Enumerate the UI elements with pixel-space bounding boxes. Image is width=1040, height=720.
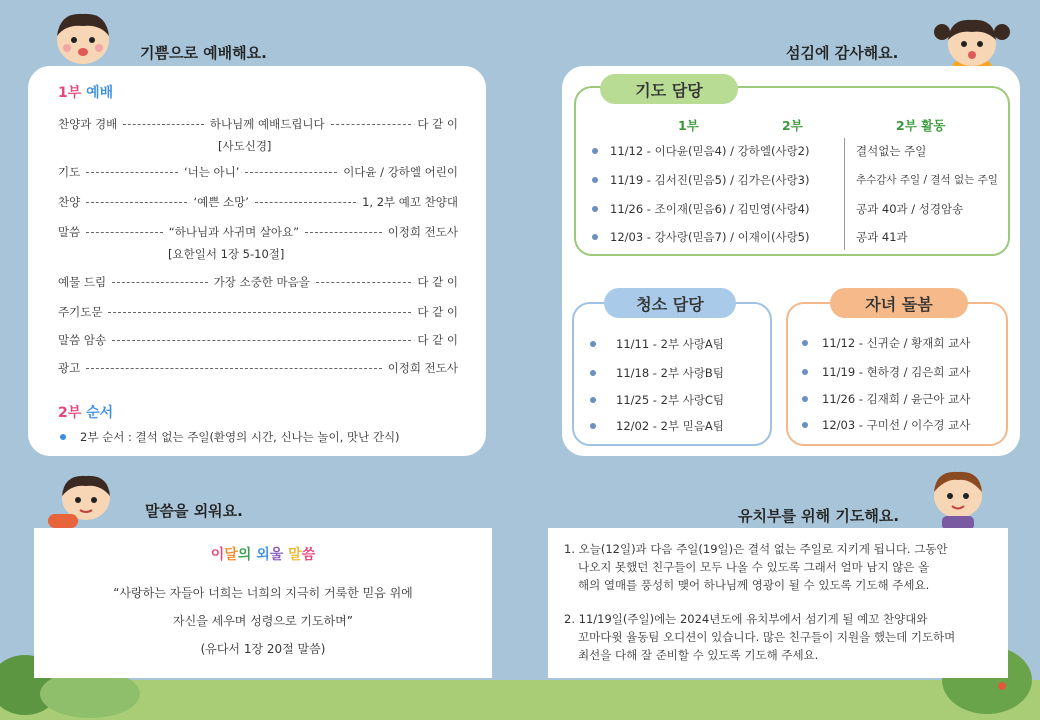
prayer-row-bullet (592, 206, 598, 212)
order-row-announcement: 광고 이정희 전도사 (58, 361, 458, 375)
order-row-recitation: 말씀 암송 다 같 이 (58, 333, 458, 347)
order-row-offering: 예물 드림 가장 소중한 마음을 다 같 이 (58, 275, 459, 289)
prayer-row-bullet (592, 148, 598, 154)
kid-girl-verse-illustration (46, 470, 122, 532)
prayer-duty-pill: 기도 담당 (600, 74, 738, 104)
cleaning-row-2: 11/18 - 2부 사랑B팀 (616, 366, 724, 380)
worship-order-panel (28, 66, 486, 456)
bush-right-berry-2 (998, 682, 1006, 690)
col-head-2: 2부 (782, 118, 803, 133)
order-row-sermon: 말씀 “하나님과 사귀며 살아요” 이정희 전도사 (58, 225, 459, 239)
prayer-request-panel (548, 528, 1008, 678)
prayer-activity-2: 추수감사 주일 / 결석 없는 주일 (856, 174, 998, 186)
ground-strip (0, 680, 1040, 720)
creed-note: [사도신경] (218, 139, 272, 153)
prayer-row-2: 11/19 - 김서진(믿음5) / 김가은(사랑3) (610, 173, 810, 187)
cleaning-row-3: 11/25 - 2부 사랑C팀 (616, 393, 725, 407)
order-row-praise: 찬양과 경배 하나님께 예배드립니다 다 같 이 (58, 117, 458, 131)
col-head-3: 2부 활동 (896, 118, 946, 133)
childcare-row-3: 11/26 - 김재희 / 윤근아 교사 (822, 392, 971, 406)
cleaning-bullet (590, 397, 596, 403)
kid-boy-illustration (48, 8, 118, 70)
prayer-item-1: 1. 오늘(12일)과 다음 주일(19일)은 결석 없는 주일로 지키게 됩니다. 그동안 나오지 못했던 친구들이 모두 나올 수 있도록 그래서 얼마 남지 않은 올 해의 열매를 풍성히 맺어 하나님께 영광이 될 수 있도록 기도해 주세요. (564, 542, 948, 592)
cleaning-bullet (590, 341, 596, 347)
section-title-service: 섬김에 감사해요. (786, 44, 899, 62)
memory-verse-panel (34, 528, 492, 678)
prayer-row-3: 11/26 - 조이재(믿음6) / 김민영(사랑4) (610, 202, 810, 216)
cleaning-row-1: 11/11 - 2부 사랑A팀 (616, 337, 724, 351)
section-title-verse: 말씀을 외워요. (145, 502, 243, 520)
order-row-prayer: 기도 ‘너는 아니’ 이다윤 / 강하엘 어린이 (58, 165, 459, 179)
cleaning-bullet (590, 370, 596, 376)
prayer-duty-divider (844, 138, 845, 250)
verse-title: 이달의 외울 말씀 (210, 547, 316, 563)
verse-reference: (유다서 1장 20절 말씀) (200, 642, 326, 656)
scripture-note: [요한일서 1장 5-10절] (168, 247, 285, 261)
childcare-row-4: 12/03 - 구미선 / 이수경 교사 (822, 418, 971, 432)
childcare-row-2: 11/19 - 현하경 / 김은희 교사 (822, 365, 971, 379)
col-head-1: 1부 (678, 118, 699, 133)
verse-line-2: 자신을 세우며 성령으로 기도하며” (173, 614, 353, 628)
prayer-row-1: 11/12 - 이다윤(믿음4) / 강하엘(사랑2) (610, 144, 810, 158)
prayer-item-2: 2. 11/19일(주일)에는 2024년도에 유치부에서 섬기게 될 예꼬 찬양대와 꼬마다윗 율동팀 오디션이 있습니다. 많은 친구들이 지원을 했는데 기도하며 최선을 다해 잘 준비할 수 있도록 기도해 주세요. (564, 612, 956, 662)
worship2-bullet (60, 434, 66, 440)
cleaning-row-4: 12/02 - 2부 믿음A팀 (616, 419, 724, 433)
prayer-row-bullet (592, 177, 598, 183)
prayer-activity-1: 결석없는 주일 (856, 144, 927, 158)
worship2-title: 2부 순서 (58, 405, 114, 421)
service-panel (562, 66, 1020, 456)
cleaning-pill: 청소 담당 (604, 288, 736, 318)
childcare-bullet (802, 396, 808, 402)
prayer-row-4: 12/03 - 강사랑(믿음7) / 이재이(사랑5) (610, 230, 810, 244)
kid-boy-prayer-illustration (920, 466, 1000, 530)
verse-line-1: “사랑하는 자들아 너희는 너희의 지극히 거룩한 믿음 위에 (113, 586, 413, 600)
childcare-bullet (802, 369, 808, 375)
order-row-hymn: 찬양 ‘예쁜 소망’ 1, 2부 예꼬 찬양대 (58, 195, 459, 209)
worship2-item: 2부 순서 : 결석 없는 주일(환영의 시간, 신나는 놀이, 맛난 간식) (80, 430, 400, 444)
section-title-worship: 기쁨으로 예배해요. (140, 44, 267, 62)
childcare-bullet (802, 340, 808, 346)
order-row-lords-prayer: 주기도문 다 같 이 (58, 305, 458, 319)
worship1-title: 1부 예배 (58, 85, 114, 101)
prayer-activity-4: 공과 41과 (856, 230, 908, 244)
childcare-row-1: 11/12 - 신귀순 / 황재희 교사 (822, 336, 971, 350)
childcare-bullet (802, 422, 808, 428)
prayer-row-bullet (592, 234, 598, 240)
prayer-activity-3: 공과 40과 / 성경암송 (856, 202, 964, 216)
childcare-pill: 자녀 돌봄 (830, 288, 968, 318)
cleaning-bullet (590, 423, 596, 429)
section-title-prayer: 유치부를 위해 기도해요. (738, 507, 900, 525)
